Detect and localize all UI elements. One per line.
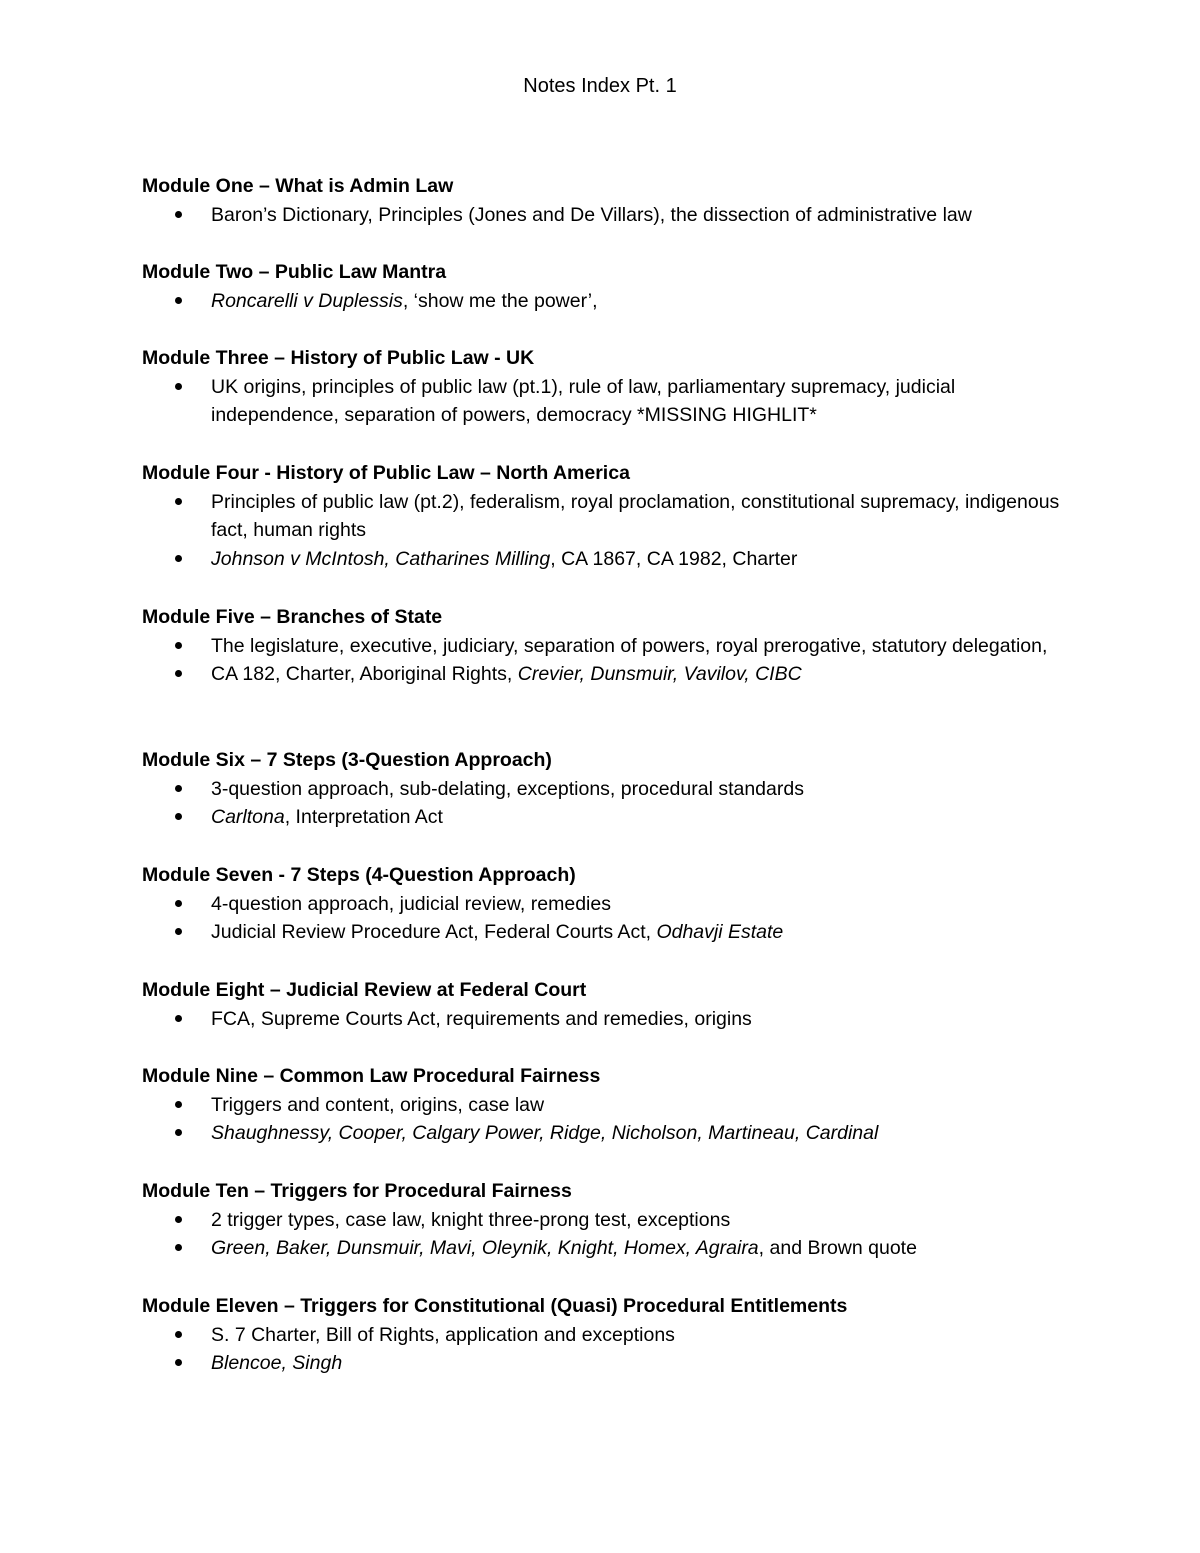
module-heading: Module Nine – Common Law Procedural Fairness [142, 1065, 601, 1087]
module-heading: Module Ten – Triggers for Procedural Fairness [142, 1180, 572, 1202]
bullet-text: The legislature, executive, judiciary, separation of powers, royal prerogative, statutory delegation, [211, 634, 1048, 657]
bullet-dot-icon [175, 297, 182, 304]
bullet-text: Triggers and content, origins, case law [211, 1093, 545, 1116]
bullet-item [142, 488, 1072, 545]
bullet-list [142, 632, 1072, 689]
bullet-text: Baron’s Dictionary, Principles (Jones and De Villars), the dissection of administrative law [211, 203, 972, 226]
module-section [142, 1292, 1072, 1378]
bullet-item [142, 890, 1072, 919]
module-heading: Module One – What is Admin Law [142, 175, 454, 197]
case-name-text: Blencoe, Singh [211, 1352, 343, 1375]
bullet-dot-icon [175, 900, 182, 907]
bullet-dot-icon [175, 813, 182, 820]
bullet-dot-icon [175, 383, 182, 390]
module-section [142, 344, 1072, 430]
bullet-dot-icon [175, 1331, 182, 1338]
bullet-dot-icon [175, 1359, 182, 1366]
bullet-item [142, 373, 1072, 430]
bullet-list [142, 1321, 1072, 1378]
module-section [142, 1177, 1072, 1263]
bullet-dot-icon [175, 1216, 182, 1223]
module-section [142, 861, 1072, 947]
bullet-text: 3-question approach, sub-delating, exceptions, procedural standards [211, 777, 804, 800]
bullet-dot-icon [175, 928, 182, 935]
bullet-item [142, 1349, 1072, 1378]
bullet-text: Principles of public law (pt.2), federalism, royal proclamation, constitutional supremacy, indigenous fact, human rights [211, 490, 1060, 542]
case-name-text: Johnson v McIntosh, Catharines Milling [211, 547, 551, 570]
bullet-item [142, 1091, 1072, 1120]
bullet-item [142, 632, 1072, 661]
bullet-list [142, 1005, 1072, 1034]
bullet-item [142, 803, 1072, 832]
bullet-dot-icon [175, 1129, 182, 1136]
bullet-dot-icon [175, 555, 182, 562]
bullet-dot-icon [175, 498, 182, 505]
bullet-item [142, 1119, 1072, 1148]
bullet-list [142, 775, 1072, 832]
bullet-list [142, 1206, 1072, 1263]
module-heading: Module Five – Branches of State [142, 606, 443, 628]
bullet-text: 2 trigger types, case law, knight three-prong test, exceptions [211, 1208, 731, 1231]
document-title: Notes Index Pt. 1 [523, 75, 677, 97]
bullet-text: CA 182, Charter, Aboriginal Rights, [211, 663, 518, 686]
bullet-list [142, 373, 1072, 430]
bullet-dot-icon [175, 211, 182, 218]
module-section [142, 172, 1072, 229]
case-name-text: Green, Baker, Dunsmuir, Mavi, Oleynik, Knight, Homex, Agraira [211, 1237, 759, 1260]
bullet-item [142, 1234, 1072, 1263]
bullet-list [142, 201, 1072, 230]
bullet-dot-icon [175, 670, 182, 677]
case-name-text: Shaughnessy, Cooper, Calgary Power, Ridge, Nicholson, Martineau, Cardinal [211, 1122, 879, 1145]
module-section [142, 459, 1072, 573]
module-heading: Module Eight – Judicial Review at Federal Court [142, 979, 587, 1001]
bullet-dot-icon [175, 785, 182, 792]
bullet-item [142, 1005, 1072, 1034]
module-heading: Module Three – History of Public Law - UK [142, 347, 535, 369]
bullet-text: , Interpretation Act [284, 806, 443, 829]
bullet-item [142, 287, 1072, 316]
bullet-list [142, 287, 1072, 316]
bullet-text: Judicial Review Procedure Act, Federal Courts Act, [211, 921, 657, 944]
bullet-item [142, 660, 1072, 689]
bullet-item [142, 775, 1072, 804]
bullet-dot-icon [175, 1244, 182, 1251]
bullet-item [142, 918, 1072, 947]
case-name-text: Carltona [211, 806, 285, 829]
bullet-dot-icon [175, 642, 182, 649]
bullet-text: S. 7 Charter, Bill of Rights, application and exceptions [211, 1323, 675, 1346]
module-heading: Module Seven - 7 Steps (4-Question Approach) [142, 864, 576, 886]
bullet-list [142, 488, 1072, 574]
bullet-text: , CA 1867, CA 1982, Charter [550, 547, 798, 570]
module-section [142, 258, 1072, 315]
bullet-list [142, 890, 1072, 947]
bullet-text: 4-question approach, judicial review, remedies [211, 892, 611, 915]
bullet-item [142, 201, 1072, 230]
module-heading: Module Eleven – Triggers for Constitutional (Quasi) Procedural Entitlements [142, 1295, 848, 1317]
bullet-dot-icon [175, 1101, 182, 1108]
case-name-text: Crevier, Dunsmuir, Vavilov, CIBC [517, 663, 802, 686]
bullet-text: , and Brown quote [758, 1237, 917, 1260]
bullet-item [142, 1321, 1072, 1350]
module-section [142, 1062, 1072, 1148]
module-heading: Module Four - History of Public Law – North America [142, 462, 630, 484]
module-heading: Module Six – 7 Steps (3-Question Approach) [142, 749, 552, 771]
bullet-text: FCA, Supreme Courts Act, requirements and remedies, origins [211, 1007, 752, 1030]
case-name-text: Roncarelli v Duplessis [211, 289, 403, 312]
bullet-text: , ‘show me the power’, [402, 289, 598, 312]
module-section [142, 746, 1072, 832]
module-section [142, 603, 1072, 689]
bullet-item [142, 1206, 1072, 1235]
bullet-item [142, 545, 1072, 574]
case-name-text: Odhavji Estate [656, 921, 784, 944]
module-section [142, 976, 1072, 1033]
bullet-dot-icon [175, 1015, 182, 1022]
bullet-text: UK origins, principles of public law (pt.1), rule of law, parliamentary supremacy, judicial independence, separation of powers, democracy *MISSING HIGHLIT* [211, 375, 956, 427]
bullet-list [142, 1091, 1072, 1148]
module-heading: Module Two – Public Law Mantra [142, 261, 447, 283]
